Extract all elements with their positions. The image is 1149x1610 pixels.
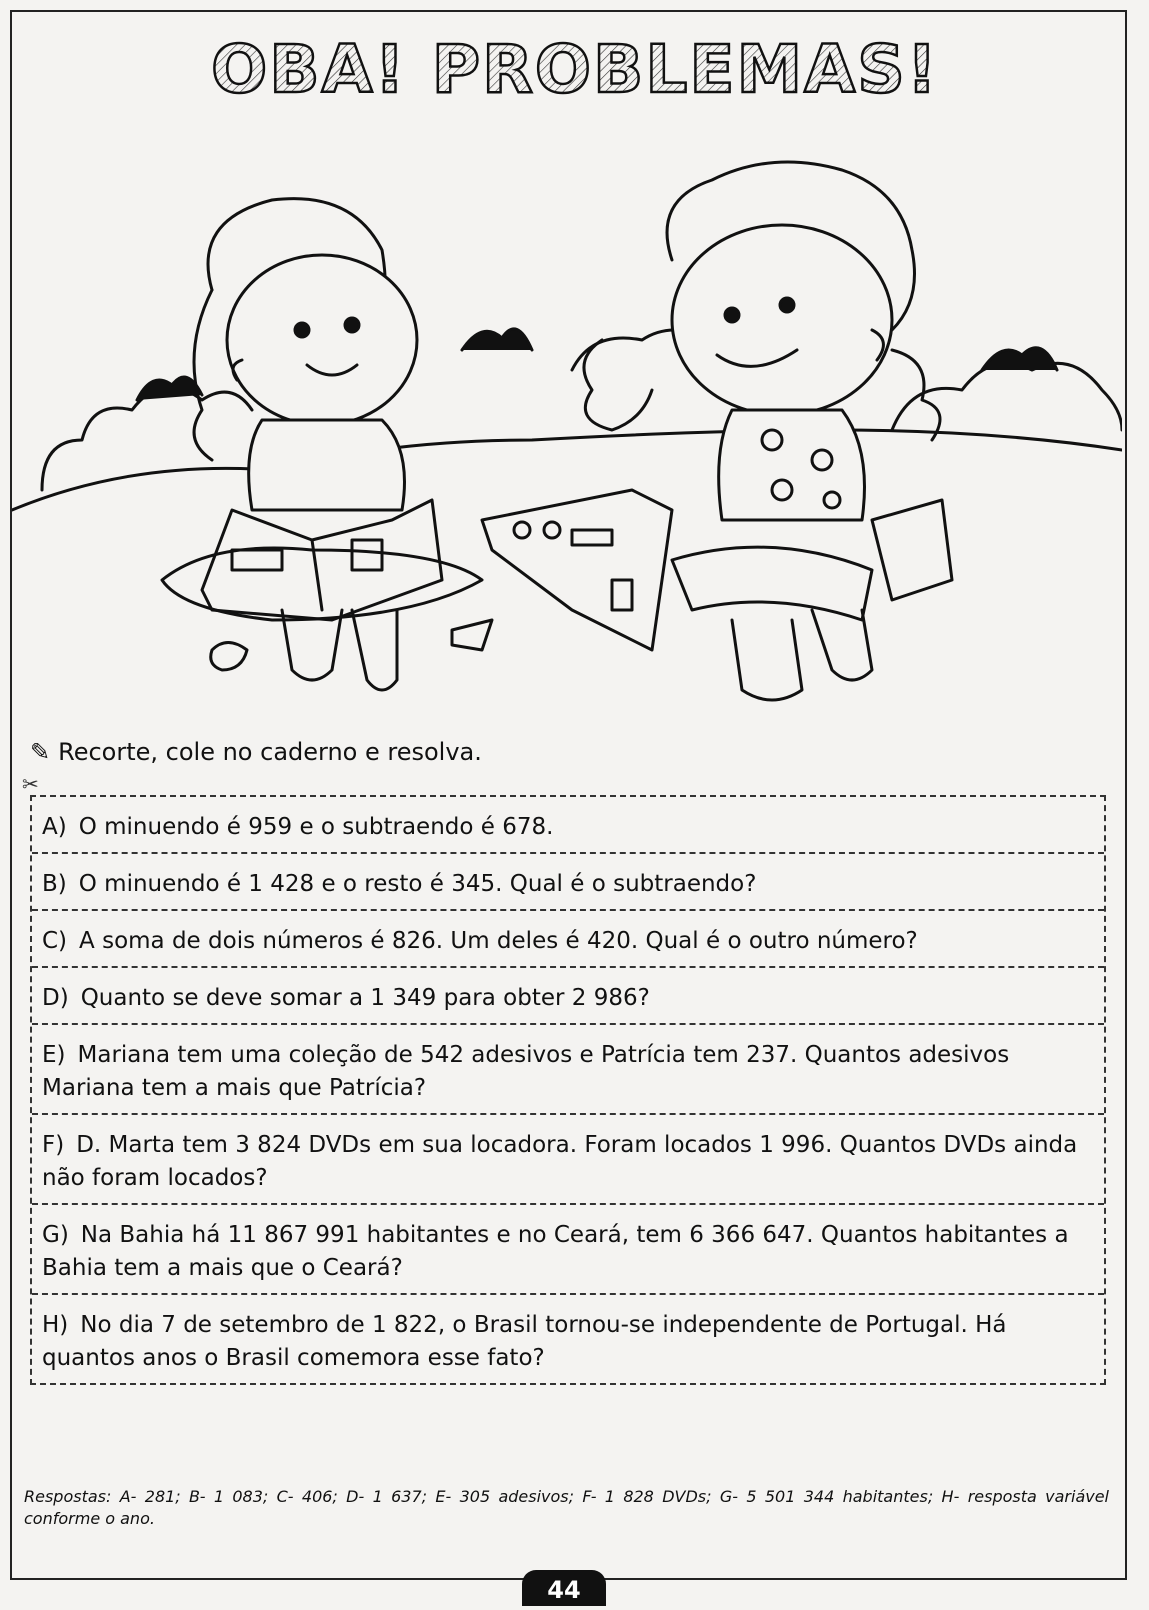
problem-letter: G) [42,1222,69,1248]
problem-a [32,797,1104,854]
problem-h [32,1295,1104,1383]
page-title: OBA! PROBLEMAS! [210,31,939,108]
title-banner [0,28,1149,108]
problem-letter: H) [42,1312,69,1338]
problem-text: Mariana tem uma coleção de 542 adesivos e Patrícia tem 237. Quantos adesivos Mariana tem a mais que Patrícia? [42,1042,1010,1101]
problem-text: D. Marta tem 3 824 DVDs em sua locadora. Foram locados 1 996. Quantos DVDs ainda não foram locados? [42,1132,1078,1191]
instruction-text: Recorte, cole no caderno e resolva. [58,738,482,766]
problem-text: O minuendo é 959 e o subtraendo é 678. [78,814,554,840]
answer-key: Respostas: A- 281; B- 1 083; C- 406; D- 1 637; E- 305 adesivos; F- 1 828 DVDs; G- 5 501 344 habitantes; H- resposta variável conforme o ano. [24,1487,1109,1528]
problem-b [32,854,1104,911]
problem-g [32,1205,1104,1295]
title-lettering [185,28,965,108]
instruction-line [30,738,482,766]
problem-letter: D) [42,985,69,1011]
problem-letter: E) [42,1042,66,1068]
problem-letter: B) [42,871,67,897]
problem-text: A soma de dois números é 826. Um deles é 420. Qual é o outro número? [79,928,918,954]
problem-d [32,968,1104,1025]
problem-text: Na Bahia há 11 867 991 habitantes e no Ceará, tem 6 366 647. Quantos habitantes a Bahia tem a mais que o Ceará? [42,1222,1069,1281]
problem-e [32,1025,1104,1115]
pencil-icon: ✎ [30,738,51,766]
page-number: 44 [522,1570,606,1606]
problem-letter: F) [42,1132,65,1158]
problem-list [30,795,1106,1385]
problem-f [32,1115,1104,1205]
scissors-icon: ✂ [22,772,39,796]
problem-c [32,911,1104,968]
problem-text: No dia 7 de setembro de 1 822, o Brasil tornou-se independente de Portugal. Há quantos anos o Brasil comemora esse fato? [42,1312,1007,1371]
problem-letter: A) [42,814,67,840]
problem-text: O minuendo é 1 428 e o resto é 345. Qual é o subtraendo? [78,871,757,897]
problem-letter: C) [42,928,68,954]
two-girls-illustration [12,110,1122,730]
problem-text: Quanto se deve somar a 1 349 para obter 2 986? [80,985,650,1011]
